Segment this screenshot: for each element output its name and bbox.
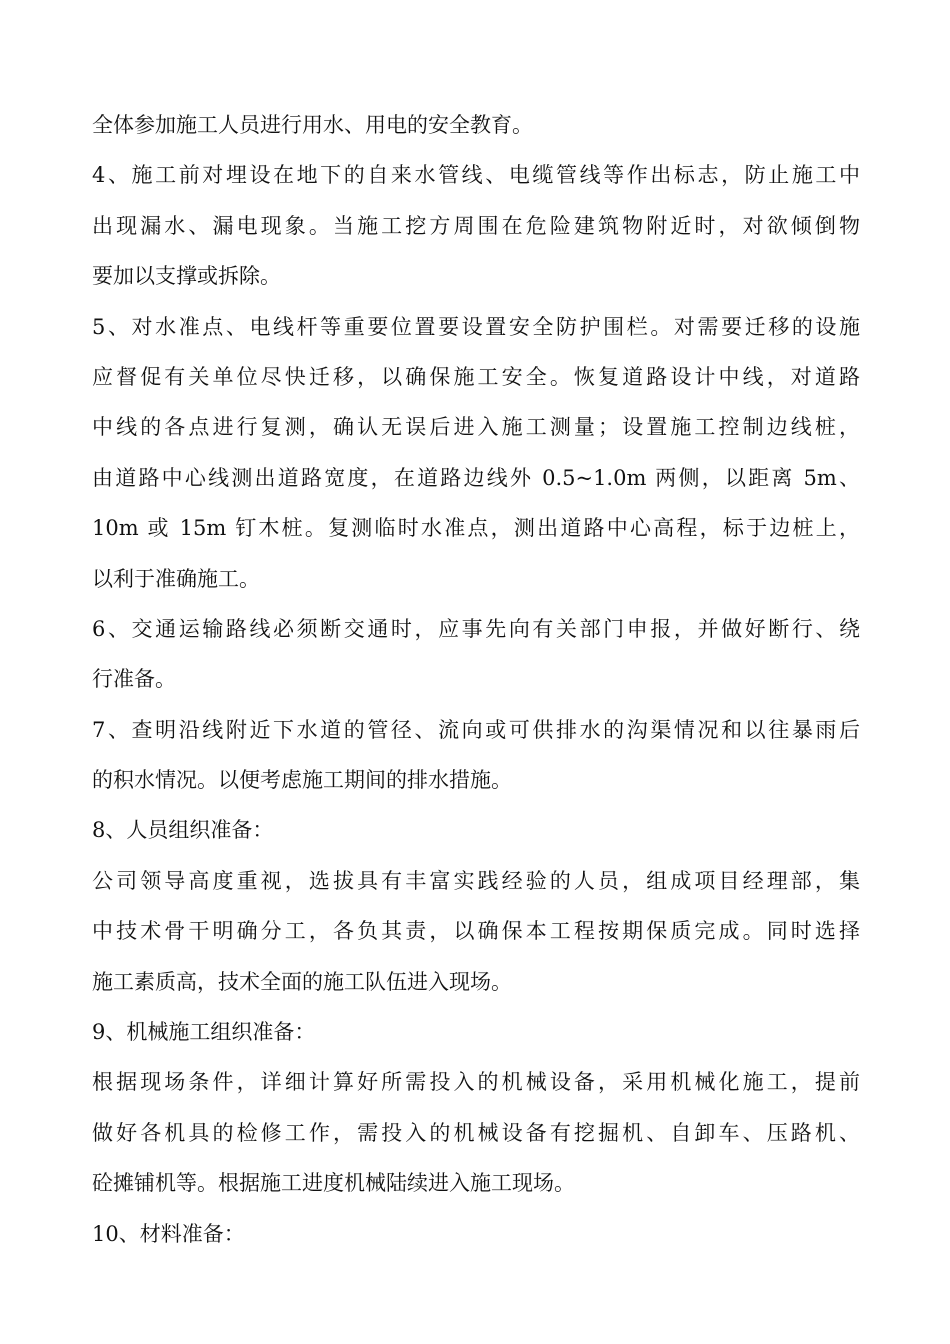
text-line-3: 出现漏水、漏电现象。当施工挖方周围在危险建筑物附近时，对欲倾倒物 (92, 213, 860, 238)
text-line-1: 全体参加施工人员进行用水、用电的安全教育。 (92, 113, 533, 137)
text-line-12: 行准备。 (92, 667, 176, 692)
text-line-17: 中技术骨干明确分工，各负其责，以确保本工程按期保质完成。同时选择 (92, 919, 860, 944)
document-body (92, 106, 860, 1265)
text-line-9: 10m 或 15m 钉木桩。复测临时水准点，测出道路中心高程，标于边桩上， (92, 516, 860, 541)
text-line-21: 做好各机具的检修工作，需投入的机械设备有挖掘机、自卸车、压路机、 (92, 1120, 860, 1145)
text-line-16: 公司领导高度重视，选拔具有丰富实践经验的人员，组成项目经理部，集 (92, 868, 860, 893)
text-line-22: 砼摊铺机等。根据施工进度机械陆续进入施工现场。 (92, 1171, 575, 1196)
text-line-6: 应督促有关单位尽快迁移，以确保施工安全。恢复道路设计中线，对道路 (92, 364, 860, 389)
text-line-15: 8、人员组织准备： (92, 818, 274, 843)
text-line-18: 施工素质高，技术全面的施工队伍进入现场。 (92, 969, 512, 994)
text-line-4: 要加以支撑或拆除。 (92, 264, 281, 289)
text-line-20: 根据现场条件，详细计算好所需投入的机械设备，采用机械化施工，提前 (92, 1070, 860, 1095)
text-line-14: 的积水情况。以便考虑施工期间的排水措施。 (92, 768, 512, 793)
text-line-10: 以利于准确施工。 (92, 566, 260, 591)
text-line-11: 6、交通运输路线必须断交通时，应事先向有关部门申报，并做好断行、绕 (92, 616, 860, 641)
text-line-7: 中线的各点进行复测，确认无误后进入施工测量；设置施工控制边线桩， (92, 415, 860, 440)
text-line-2: 4、施工前对埋设在地下的自来水管线、电缆管线等作出标志，防止施工中 (92, 163, 860, 188)
text-line-23: 10、材料准备： (92, 1221, 245, 1246)
text-line-8: 由道路中心线测出道路宽度，在道路边线外 0.5~1.0m 两侧，以距离 5m、 (92, 465, 860, 490)
text-line-13: 7、查明沿线附近下水道的管径、流向或可供排水的沟渠情况和以往暴雨后 (92, 717, 860, 742)
text-line-5: 5、对水准点、电线杆等重要位置要设置安全防护围栏。对需要迁移的设施 (92, 314, 860, 339)
text-line-19: 9、机械施工组织准备： (92, 1020, 316, 1045)
